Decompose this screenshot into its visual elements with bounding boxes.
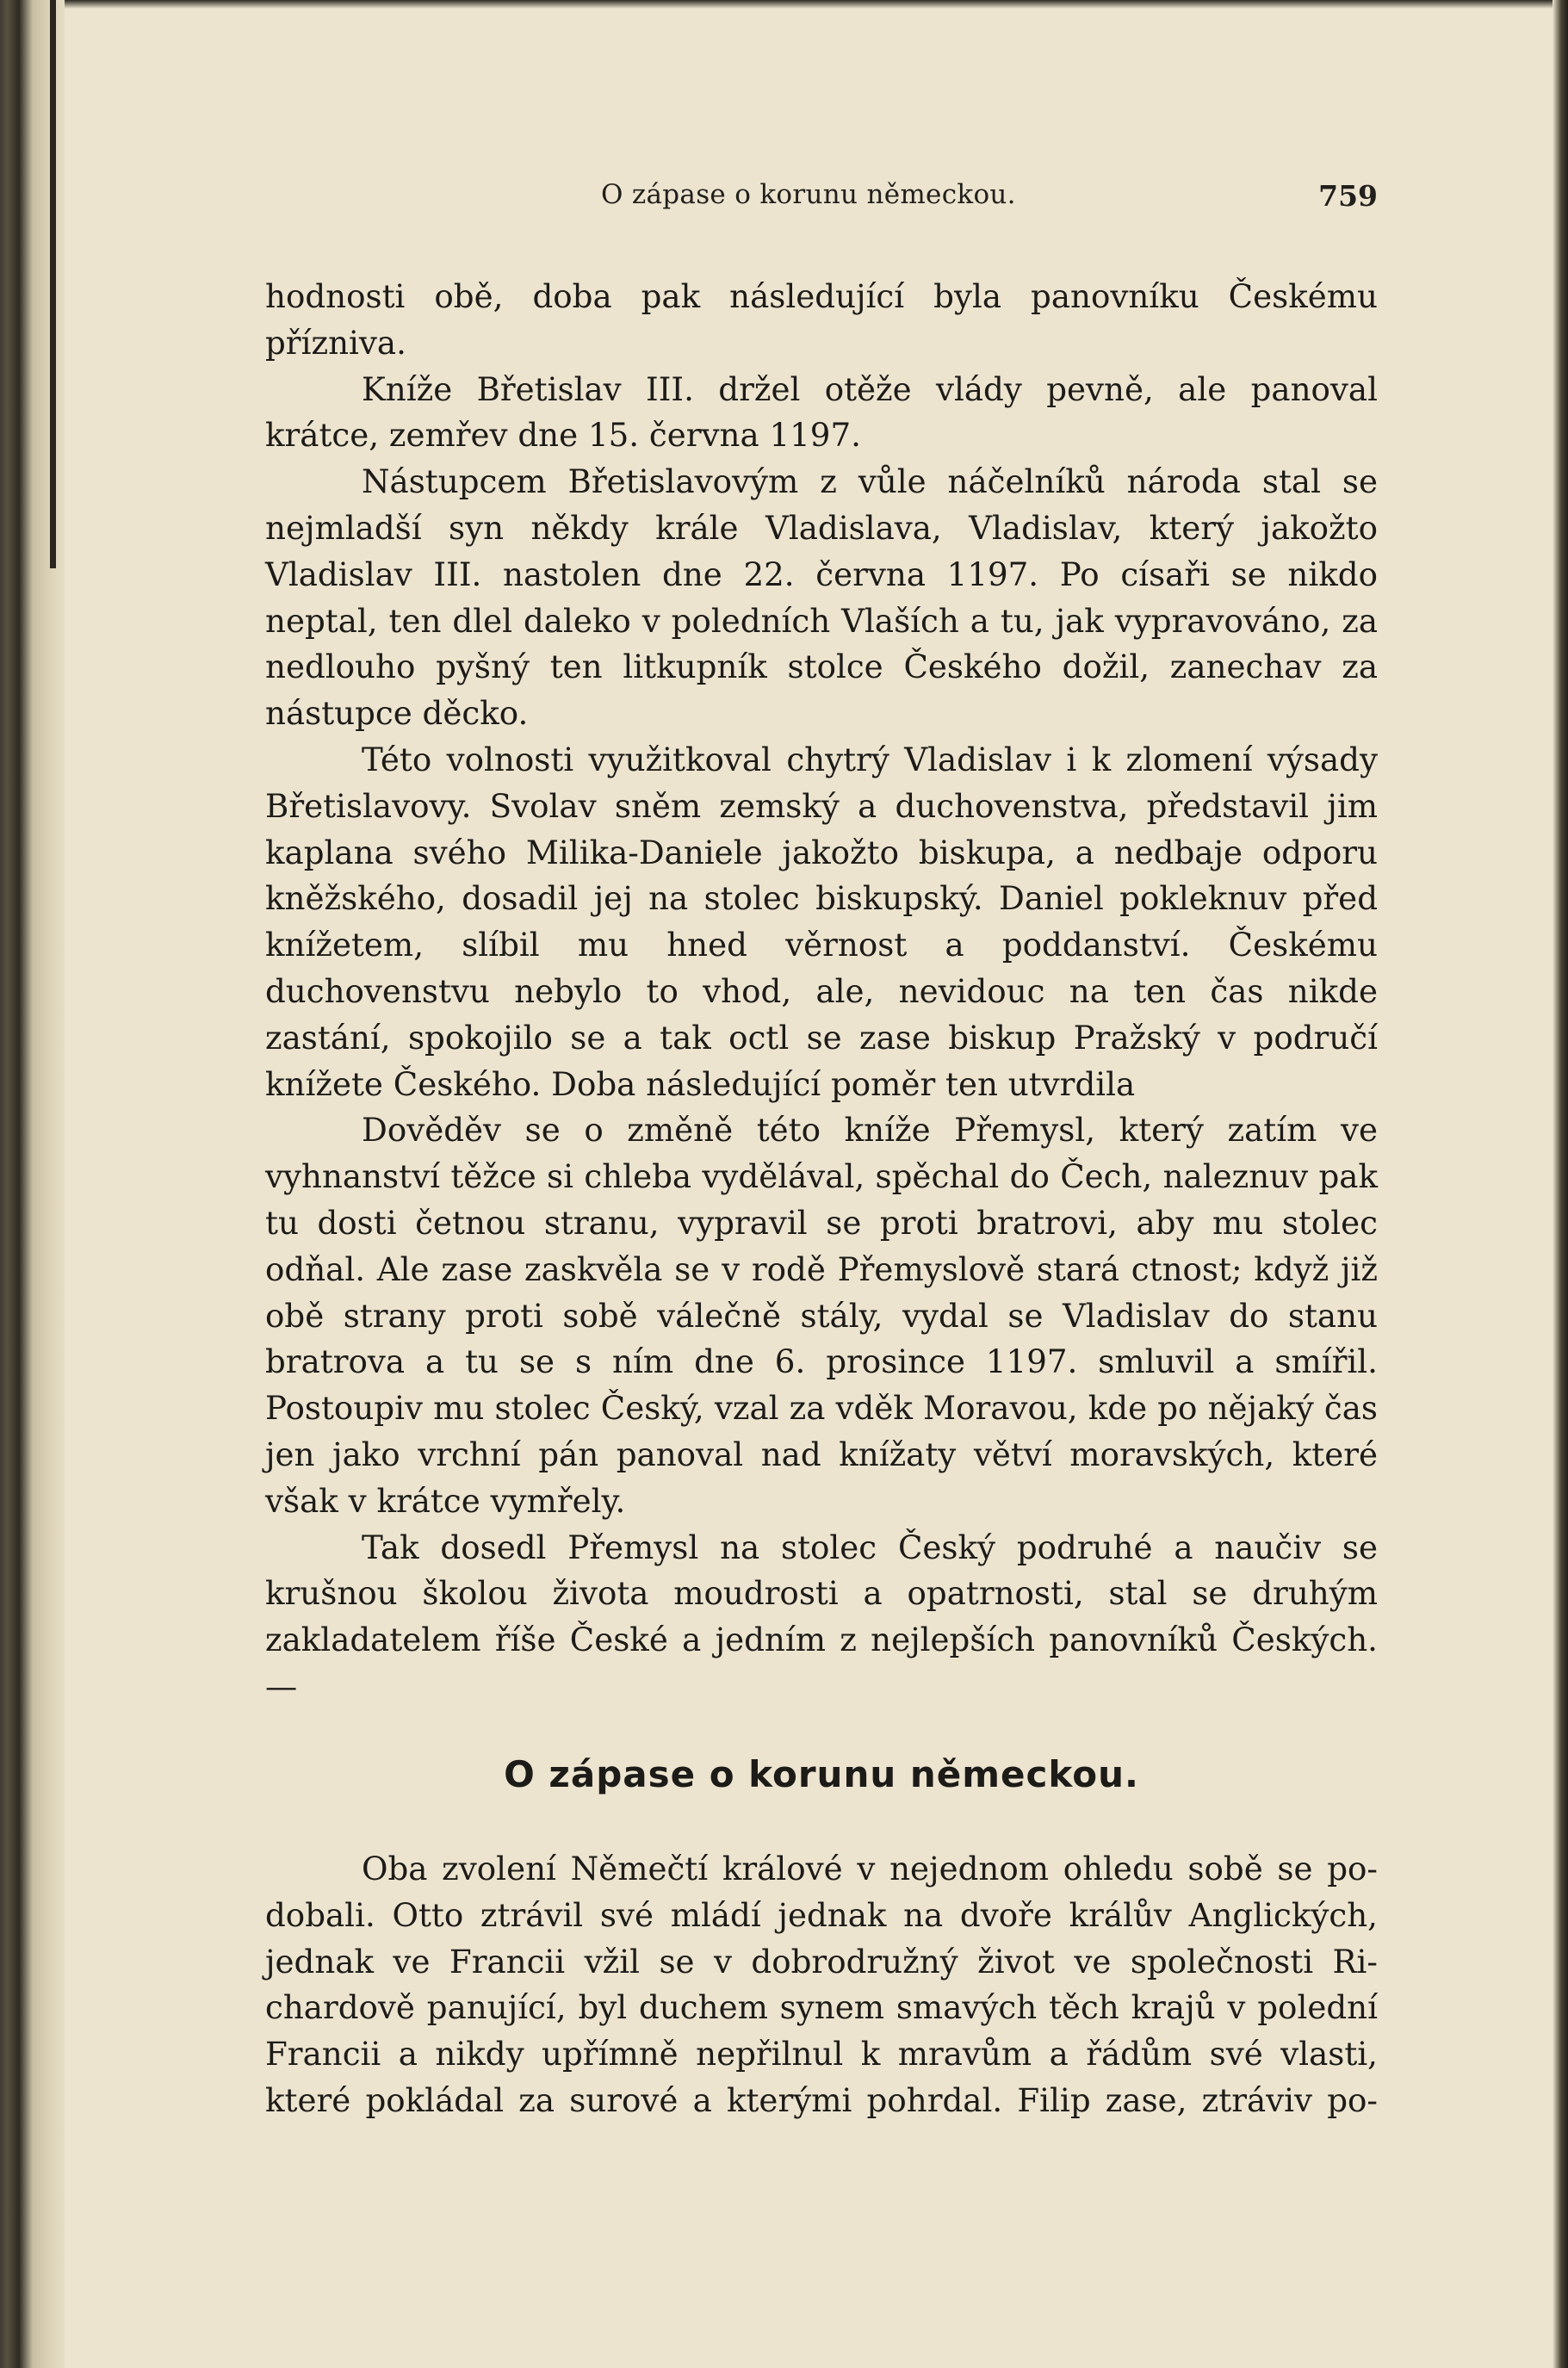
section-body-text	[265, 1846, 1378, 2124]
text-line: které pokládal za surové a kterými pohrdal. Filip zase, ztráviv po-	[265, 2080, 1378, 2119]
paragraph: Nástupcem Břetislavovým z vůle náčelníků národa stal se nejmladší syn někdy krále Vladislava, Vladislav, který jakožto Vladislav III. nastolen dne 22. června 1197. Po císaři se nikdo neptal, ten dlel daleko v poledních Vlaších a tu, jak vypravováno, za nedlouho pyšný ten litkupník stolce Českého dožil, zanechav za nástupce děcko.	[265, 462, 1378, 733]
text-line: jednak ve Francii vžil se v dobrodružný život ve společnosti Ri-	[265, 1942, 1378, 1981]
text-line: Oba zvolení Němečtí králové v nejednom ohledu sobě se po-	[362, 1850, 1378, 1888]
body-text	[265, 274, 1378, 1710]
text-line: Francii a nikdy upřímně nepřilnul k mravům a řádům své vlasti,	[265, 2035, 1378, 2074]
page-right-edge	[1553, 0, 1568, 2368]
page-top-edge	[0, 0, 1568, 9]
page-number: 759	[1318, 179, 1378, 213]
text-line: chardově panující, byl duchem synem smavých těch krajů v polední	[265, 1988, 1378, 2027]
paragraph: Kníže Břetislav III. držel otěže vlády pevně, ale panoval krátce, zemřev dne 15. června 1197.	[265, 369, 1378, 455]
paragraph: Tak dosedl Přemysl na stolec Český podruhé a naučiv se krušnou školou života moudrosti a opatrnosti, stal se druhým zakladatelem říše České a jedním z nejlepších panovníků Českých. —	[265, 1528, 1378, 1705]
paragraph: hodnosti obě, doba pak následující byla panovníku Českému přízniva.	[265, 277, 1378, 362]
section-heading: O zápase o korunu německou.	[504, 1753, 1139, 1795]
running-head	[265, 179, 1378, 217]
running-title: O zápase o korunu německou.	[601, 179, 1016, 210]
paragraph: Této volnosti využitkoval chytrý Vladislav i k zlomení výsady Břetislavovy. Svolav sněm zemský a duchovenstva, představil jim kaplana svého Milika-Daniele jakožto biskupa, a nedbaje odporu kněžského, dosadil jej na stolec biskupský. Daniel pokleknuv před knížetem, slíbil mu hned věrnost a poddanství. Českému duchovenstvu nebylo to vhod, ale, nevidouc na ten čas nikde zastání, spokojilo se a tak octl se zase biskup Pražský v područí knížete Českého. Doba následující poměr ten utvrdila	[265, 740, 1378, 1103]
binding-shadow	[50, 0, 56, 568]
text-line: dobali. Otto ztrávil své mládí jednak na dvoře králův Anglických,	[265, 1895, 1378, 1934]
paragraph: Dověděv se o změně této kníže Přemysl, který zatím ve vyhnanství těžce si chleba vydělával, spěchal do Čech, naleznuv pak tu dosti četnou stranu, vypravil se proti bratrovi, aby mu stolec odňal. Ale zase zaskvěla se v rodě Přemyslově stará ctnost; když již obě strany proti sobě válečně stály, vydal se Vladislav do stanu bratrova a tu se s ním dne 6. prosince 1197. smluvil a smířil. Postoupiv mu stolec Český, vzal za vděk Moravou, kde po nějaký čas jen jako vrchní pán panoval nad knížaty větví moravských, které však v krátce vymřely.	[265, 1111, 1378, 1520]
